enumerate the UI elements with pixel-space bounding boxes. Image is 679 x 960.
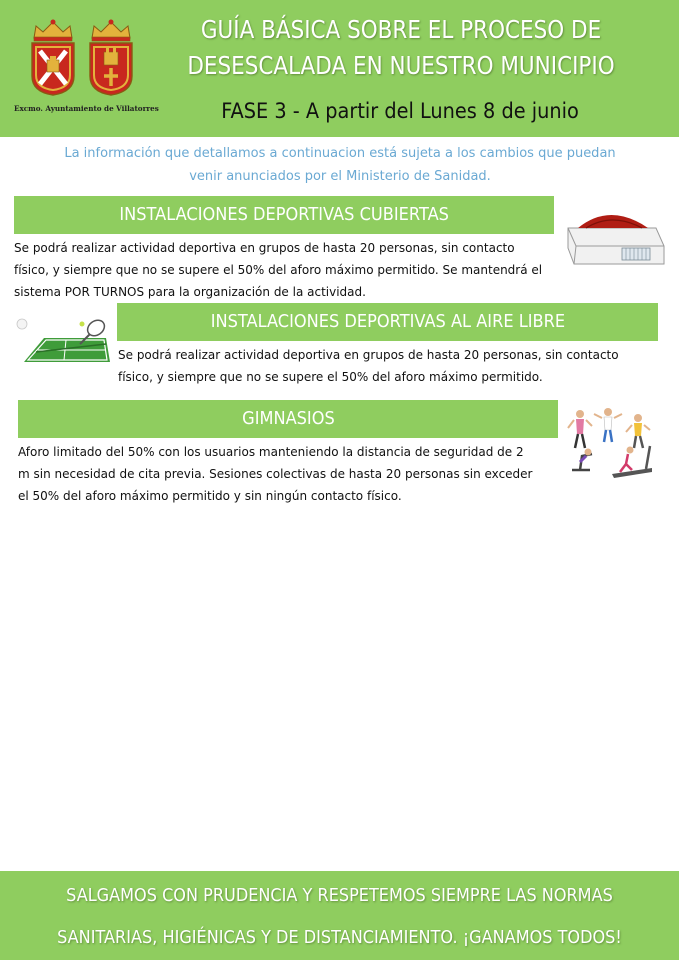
gym-people-icon <box>566 404 656 480</box>
section-body-indoor: Se podrá realizar actividad deportiva en grupos de hasta 20 personas, sin contacto físico, y siempre que no se supere el 50% del aforo máximo permitido. Se mantendrá el sistema POR TURNOS para la organización de la actividad. <box>14 241 543 299</box>
notice-line-1: La información que detallamos a continuacion está sujeta a los cambios que puedan <box>64 146 616 161</box>
notice-line-2: venir anunciados por el Ministerio de Sanidad. <box>189 169 491 184</box>
section-heading-outdoor: INSTALACIONES DEPORTIVAS AL AIRE LIBRE <box>117 303 658 341</box>
phase-subtitle: FASE 3 - A partir del Lunes 8 de junio <box>221 99 579 123</box>
section-heading-indoor: INSTALACIONES DEPORTIVAS CUBIERTAS <box>14 196 554 234</box>
section-body-outdoor: Se podrá realizar actividad deportiva en grupos de hasta 20 personas, sin contacto físico, y siempre que no se supere el 50% del aforo máximo permitido. <box>118 348 619 384</box>
section-body-gyms: Aforo limitado del 50% con los usuarios manteniendo la distancia de seguridad de 2 m sin necesidad de cita previa. Sesiones colectivas de hasta 20 personas sin exceder el 50% del aforo máximo permitido y sin ningún contacto físico. <box>18 445 533 503</box>
villatorres-crest-icon <box>28 18 78 96</box>
indoor-arena-icon <box>564 206 668 268</box>
title-line-1: GUÍA BÁSICA SOBRE EL PROCESO DE <box>200 15 602 44</box>
province-crest-icon <box>86 18 136 96</box>
council-name: Excmo. Ayuntamiento de Villatorres <box>14 104 159 113</box>
footer-banner <box>0 871 679 960</box>
notice-text <box>20 142 660 188</box>
footer-line-2: SANITARIAS, HIGIÉNICAS Y DE DISTANCIAMIENTO. ¡GANAMOS TODOS! <box>57 928 622 948</box>
tennis-court-icon <box>14 314 114 366</box>
header-banner <box>0 0 679 137</box>
title-line-2: DESESCALADA EN NUESTRO MUNICIPIO <box>187 51 615 80</box>
page-title <box>182 12 621 84</box>
footer-line-1: SALGAMOS CON PRUDENCIA Y RESPETEMOS SIEMPRE LAS NORMAS <box>66 886 613 906</box>
section-heading-gyms: GIMNASIOS <box>18 400 558 438</box>
